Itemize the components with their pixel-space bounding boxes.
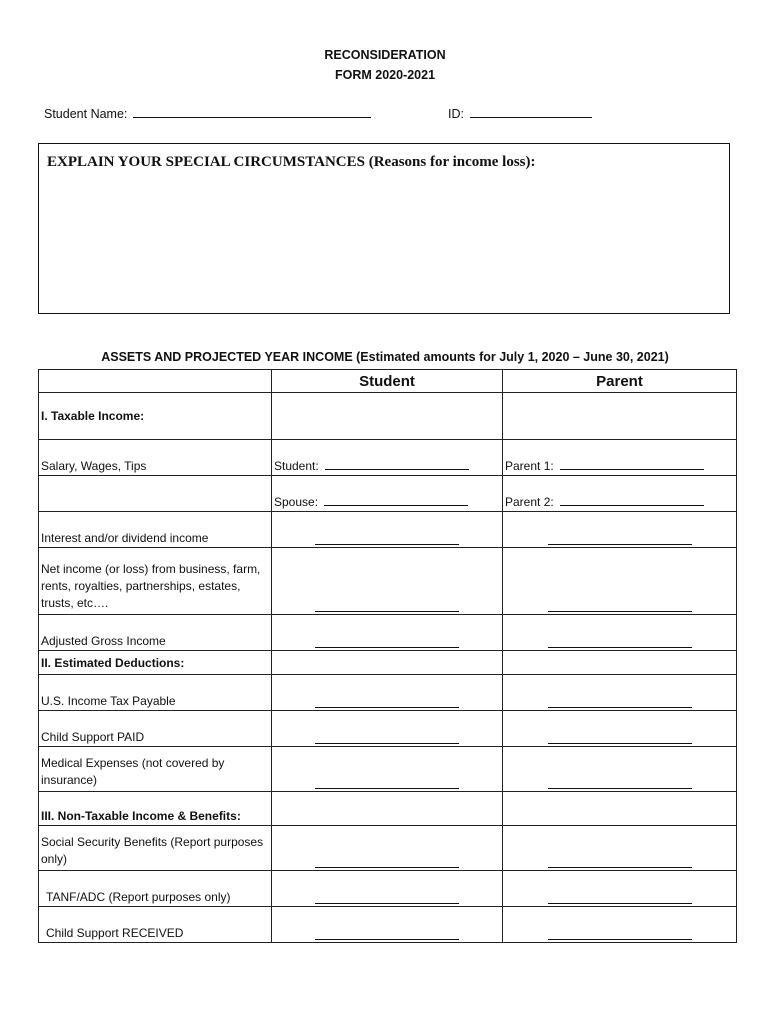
student-salary-field[interactable]	[325, 459, 469, 470]
parent-medical-field[interactable]	[548, 787, 692, 789]
student-tanf-cell	[272, 871, 503, 907]
student-ss-benefits-cell	[272, 826, 503, 871]
table-cell	[503, 792, 737, 826]
student-us-tax-field[interactable]	[315, 706, 459, 708]
parent-net-income-field[interactable]	[548, 610, 692, 612]
parent1-salary-cell	[503, 440, 737, 476]
student-name-row	[44, 105, 371, 121]
student-us-tax-cell	[272, 675, 503, 711]
parent-interest-cell	[503, 512, 737, 548]
parent-agi-field[interactable]	[548, 646, 692, 648]
student-column-header: Student	[272, 370, 503, 393]
student-medical-field[interactable]	[315, 787, 459, 789]
student-name-field[interactable]	[133, 105, 371, 118]
parent-net-income-cell	[503, 548, 737, 615]
student-net-income-field[interactable]	[315, 610, 459, 612]
table-cell	[272, 792, 503, 826]
id-row	[448, 105, 592, 121]
salary-label: Salary, Wages, Tips	[39, 440, 272, 476]
table-row	[39, 711, 737, 747]
parent-ss-benefits-field[interactable]	[548, 866, 692, 868]
student-child-support-paid-field[interactable]	[315, 742, 459, 744]
parent-agi-cell	[503, 615, 737, 651]
student-salary-cell	[272, 440, 503, 476]
table-row	[39, 792, 737, 826]
table-row	[39, 747, 737, 792]
table-row	[39, 871, 737, 907]
parent-column-header: Parent	[503, 370, 737, 393]
parent-child-support-paid-field[interactable]	[548, 742, 692, 744]
medical-expenses-label: Medical Expenses (not covered by insurance)	[39, 747, 272, 792]
deductions-heading: II. Estimated Deductions:	[39, 651, 272, 675]
table-cell	[503, 651, 737, 675]
parent-ss-benefits-cell	[503, 826, 737, 871]
table-row	[39, 907, 737, 943]
student-child-support-received-field[interactable]	[315, 938, 459, 940]
net-income-label: Net income (or loss) from business, farm, rents, royalties, partnerships, estates, trusts, etc….	[39, 548, 272, 615]
parent-interest-field[interactable]	[548, 543, 692, 545]
student-interest-cell	[272, 512, 503, 548]
form-subtitle: FORM 2020-2021	[334, 68, 436, 82]
student-child-support-paid-cell	[272, 711, 503, 747]
student-medical-cell	[272, 747, 503, 792]
parent2-salary-label: Parent 2:	[505, 495, 554, 509]
nontaxable-heading: III. Non-Taxable Income & Benefits:	[39, 792, 272, 826]
tanf-label: TANF/ADC (Report purposes only)	[39, 871, 272, 907]
table-row	[39, 675, 737, 711]
child-support-received-label: Child Support RECEIVED	[39, 907, 272, 943]
agi-label: Adjusted Gross Income	[39, 615, 272, 651]
parent2-salary-cell	[503, 476, 737, 512]
parent1-salary-field[interactable]	[560, 459, 704, 470]
student-interest-field[interactable]	[315, 543, 459, 545]
parent-medical-cell	[503, 747, 737, 792]
assets-income-table	[38, 369, 737, 943]
table-cell	[503, 393, 737, 440]
child-support-paid-label: Child Support PAID	[39, 711, 272, 747]
table-row	[39, 440, 737, 476]
spouse-salary-field[interactable]	[324, 495, 468, 506]
table-header-row	[39, 370, 737, 393]
student-agi-field[interactable]	[315, 646, 459, 648]
us-tax-label: U.S. Income Tax Payable	[39, 675, 272, 711]
ss-benefits-label: Social Security Benefits (Report purposes only)	[39, 826, 272, 871]
table-row	[39, 476, 737, 512]
id-field[interactable]	[470, 105, 592, 118]
parent2-salary-field[interactable]	[560, 495, 704, 506]
parent-tanf-cell	[503, 871, 737, 907]
table-row	[39, 512, 737, 548]
table-cell	[272, 651, 503, 675]
spouse-salary-label: Spouse:	[274, 495, 319, 509]
student-salary-label: Student:	[274, 459, 319, 473]
parent-child-support-paid-cell	[503, 711, 737, 747]
student-ss-benefits-field[interactable]	[315, 866, 459, 868]
table-row	[39, 615, 737, 651]
interest-dividend-label: Interest and/or dividend income	[39, 512, 272, 548]
table-row	[39, 393, 737, 440]
student-tanf-field[interactable]	[315, 902, 459, 904]
parent-child-support-received-field[interactable]	[548, 938, 692, 940]
student-name-label: Student Name:	[44, 107, 128, 121]
table-row	[39, 826, 737, 871]
student-child-support-received-cell	[272, 907, 503, 943]
form-title: RECONSIDERATION	[324, 48, 446, 62]
parent-us-tax-cell	[503, 675, 737, 711]
parent-child-support-received-cell	[503, 907, 737, 943]
special-circumstances-box[interactable]	[38, 143, 730, 314]
student-agi-cell	[272, 615, 503, 651]
parent1-salary-label: Parent 1:	[505, 459, 554, 473]
table-cell	[39, 476, 272, 512]
student-net-income-cell	[272, 548, 503, 615]
parent-us-tax-field[interactable]	[548, 706, 692, 708]
table-cell	[272, 393, 503, 440]
table-row	[39, 548, 737, 615]
special-circumstances-title: EXPLAIN YOUR SPECIAL CIRCUMSTANCES (Reasons for income loss):	[47, 154, 536, 170]
table-row	[39, 651, 737, 675]
parent-tanf-field[interactable]	[548, 902, 692, 904]
taxable-income-heading: I. Taxable Income:	[39, 393, 272, 440]
assets-title: ASSETS AND PROJECTED YEAR INCOME (Estimated amounts for July 1, 2020 – June 30, 2021)	[101, 350, 669, 364]
header-blank-cell	[39, 370, 272, 393]
id-label: ID:	[448, 107, 464, 121]
spouse-salary-cell	[272, 476, 503, 512]
